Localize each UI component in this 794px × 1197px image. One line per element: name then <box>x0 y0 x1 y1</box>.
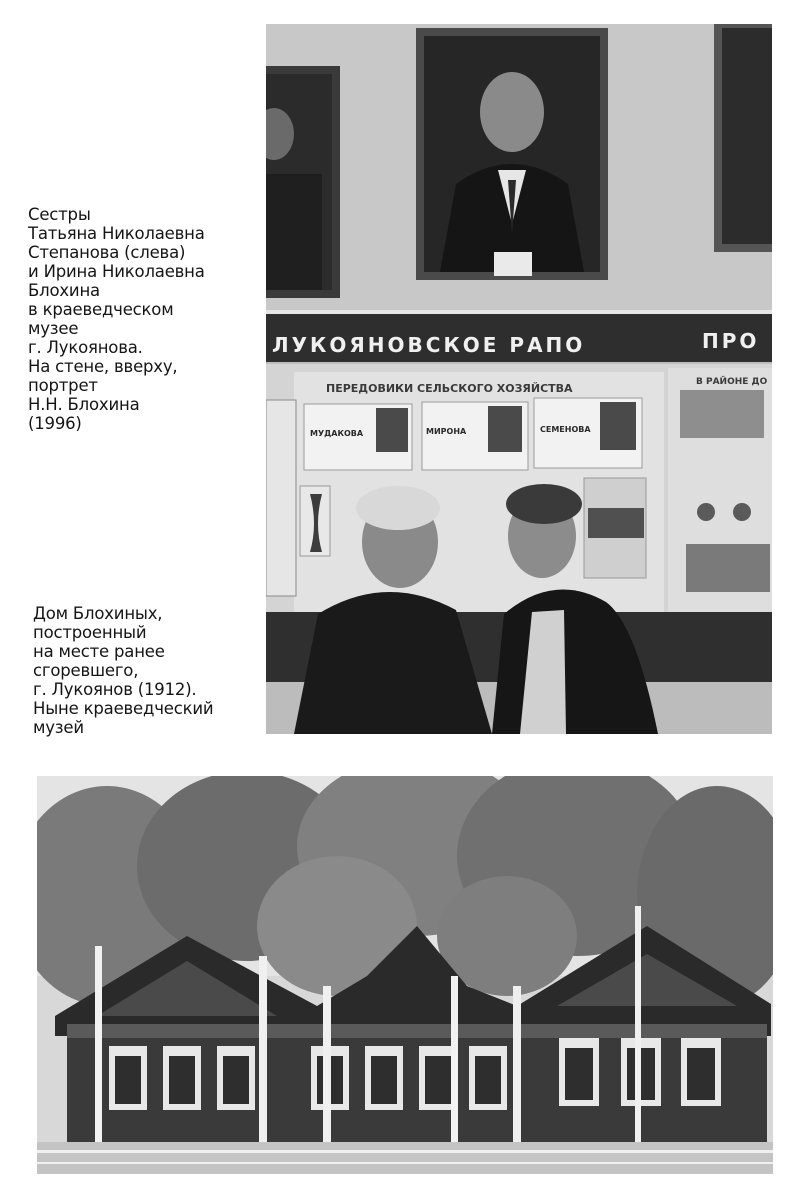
house-photo <box>37 776 773 1174</box>
board-heading: ПЕРЕДОВИКИ СЕЛЬСКОГО ХОЗЯЙСТВА <box>326 382 573 395</box>
caption-line: музее <box>28 319 79 338</box>
caption-line: Степанова (слева) <box>28 243 186 262</box>
banner-text-right: ПРО <box>702 329 760 353</box>
caption-house-photo <box>33 604 213 737</box>
museum-photo <box>266 24 772 734</box>
caption-museum-photo <box>28 205 205 433</box>
caption-line: на месте ранее <box>33 642 165 661</box>
card-name: СЕМЕНОВА <box>540 425 591 434</box>
caption-line: Татьяна Николаевна <box>28 224 205 243</box>
caption-line: Дом Блохиных, <box>33 604 163 623</box>
right-panel <box>668 368 772 618</box>
caption-line: и Ирина Николаевна <box>28 262 205 281</box>
banner-text-left: ЛУКОЯНОВСКОЕ РАПО <box>272 333 586 357</box>
caption-line: музей <box>33 718 84 737</box>
caption-line: Н.Н. Блохина <box>28 395 140 414</box>
caption-line: в краеведческом <box>28 300 174 319</box>
card-name: МУДАКОВА <box>310 429 364 438</box>
right-portrait <box>714 24 772 252</box>
caption-line: построенный <box>33 623 147 642</box>
right-panel-heading: В РАЙОНЕ ДО <box>696 377 768 387</box>
caption-line: портрет <box>28 376 98 395</box>
banner <box>266 310 772 362</box>
caption-line: г. Лукоянова. <box>28 338 143 357</box>
caption-line: Блохина <box>28 281 100 300</box>
caption-line: Ныне краеведческий <box>33 699 214 718</box>
caption-line: г. Лукоянов (1912). <box>33 680 197 699</box>
caption-line: Сестры <box>28 205 91 224</box>
center-portrait <box>416 28 608 280</box>
house <box>55 926 771 1142</box>
card-name: МИРОНА <box>426 427 467 436</box>
caption-line: сгоревшего, <box>33 661 139 680</box>
caption-line: (1996) <box>28 414 82 433</box>
left-portrait <box>266 66 340 298</box>
caption-line: На стене, вверху, <box>28 357 178 376</box>
